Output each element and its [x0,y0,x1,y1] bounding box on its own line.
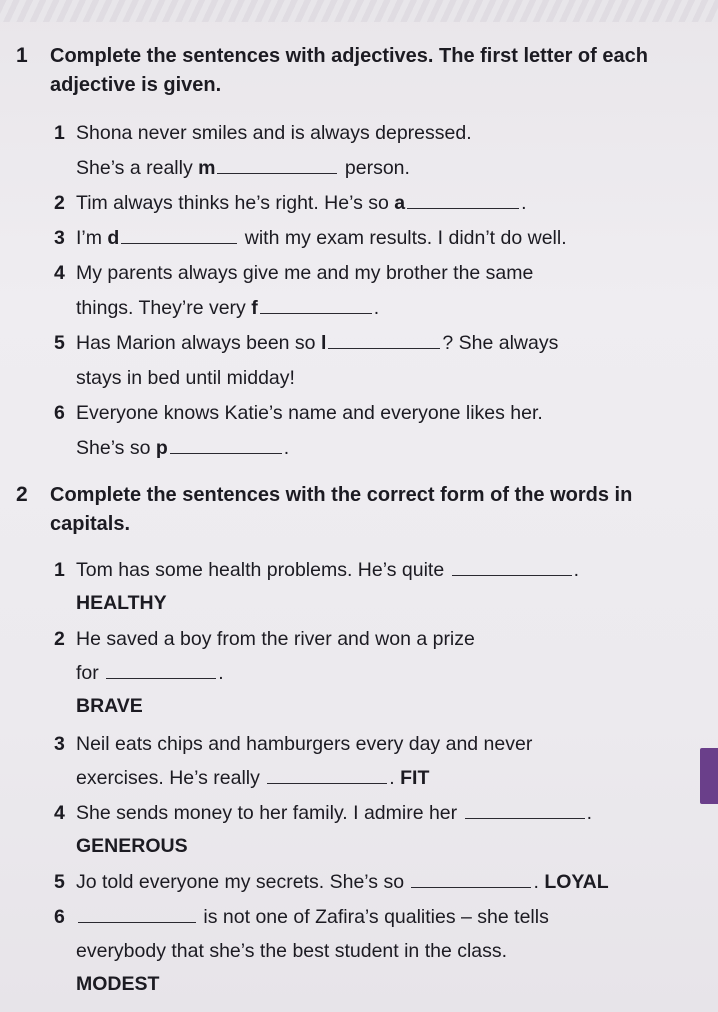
capital-word: BRAVE [76,695,143,717]
answer-blank[interactable] [328,330,440,349]
item-5-line-2: stays in bed until midday! [76,367,295,389]
capital-word: MODEST [76,973,160,995]
answer-blank[interactable] [452,557,572,576]
exercise-number: 2 [16,483,28,506]
capital-word: FIT [400,767,430,789]
exercise-instruction: Complete the sentences with the correct form of the words in capitals. [50,484,633,535]
item-number: 6 [54,402,65,424]
first-letter: p [155,437,168,459]
first-letter: l [320,332,327,354]
item-number: 1 [54,559,65,581]
exercise-number: 1 [16,44,28,67]
item-3-line-2: exercises. He’s really . FIT [76,767,430,789]
exercise-instruction: Complete the sentences with adjectives. The first letter of each adjective is given. [50,45,648,96]
item-6-line-2: everybody that she’s the best student in the class. [76,940,508,962]
item-2-line-1: 2 Tim always thinks he’s right. He’s so a . [54,189,527,217]
first-letter: d [107,227,120,249]
answer-blank[interactable] [121,225,237,244]
item-4-line-1: 4 My parents always give me and my brother the same [54,259,533,287]
item-number: 2 [54,628,65,650]
item-number: 5 [54,871,65,893]
item-1-line-1: 1 Tom has some health problems. He’s quite . [54,556,579,584]
answer-blank[interactable] [78,904,196,923]
first-letter: f [251,297,258,319]
item-number: 5 [54,332,65,354]
item-1-line-1 [54,119,472,147]
item-6-line-1: 6 is not one of Zafira’s qualities – she tells [54,903,549,931]
answer-blank[interactable] [170,435,282,454]
answer-blank[interactable] [407,190,519,209]
item-number: 4 [54,802,65,824]
item-3-line-1: 3 Neil eats chips and hamburgers every day and never [54,730,532,758]
first-letter: m [198,157,216,179]
item-6-line-2: She’s so p . [76,437,290,459]
item-4-line-2: things. They’re very f . [76,297,380,319]
item-4-line-1: 4 She sends money to her family. I admire her . [54,799,592,827]
item-5-line-1: 5 Has Marion always been so l ? She always [54,329,558,357]
item-text: Shona never smiles and is always depressed. [76,122,472,144]
item-2-line-1: 2 He saved a boy from the river and won a prize [54,625,475,653]
answer-blank[interactable] [465,800,585,819]
item-number: 3 [54,227,65,249]
item-2-line-2: for . [76,662,224,684]
item-number: 6 [54,906,65,928]
answer-blank[interactable] [267,765,387,784]
item-6-line-1: 6 Everyone knows Katie’s name and everyone likes her. [54,399,543,427]
capital-word: LOYAL [544,871,609,893]
capital-word: HEALTHY [76,592,167,614]
item-5-line-1: 5 Jo told everyone my secrets. She’s so . LOYAL [54,868,609,896]
capital-word: GENEROUS [76,835,188,857]
top-decorative-strip [0,0,718,22]
item-number: 2 [54,192,65,214]
answer-blank[interactable] [260,295,372,314]
item-3-line-1: 3 I’m d with my exam results. I didn’t do well. [54,224,567,252]
answer-blank[interactable] [217,155,337,174]
answer-blank[interactable] [106,660,216,679]
item-number: 3 [54,733,65,755]
item-1-line-2: She’s a really m person. [76,157,410,179]
item-number: 1 [54,122,65,144]
page-edge-tab [700,748,718,804]
item-number: 4 [54,262,65,284]
answer-blank[interactable] [411,869,531,888]
first-letter: a [394,192,406,214]
